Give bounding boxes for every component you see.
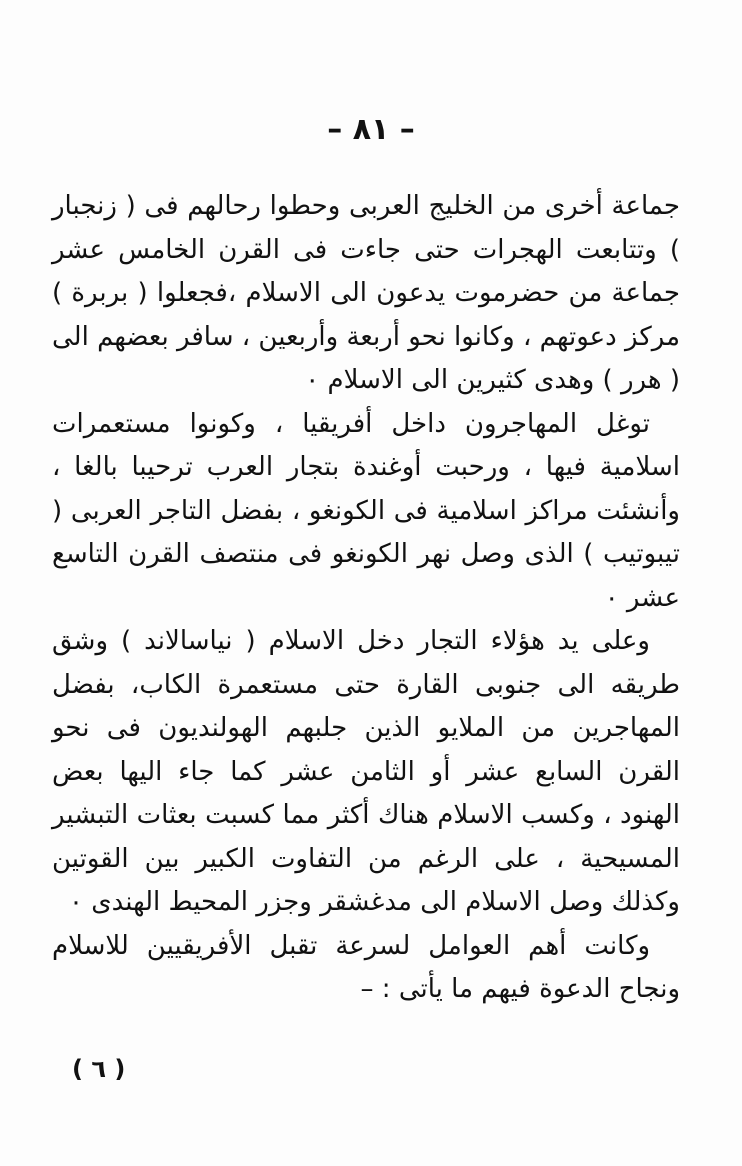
paragraph-1: جماعة أخرى من الخليج العربى وحطوا رحالهم فى ( زنجبار ) وتتابعت الهجرات حتى جاءت فى القرن الخامس عشر جماعة من حضرموت يدعون الى الاسلام ،فجعلوا ( بربرة ) مركز دعوتهم ، وكانوا نحو أربعة وأربعين ، سافر بعضهم الى ( هرر ) وهدى كثيرين الى الاسلام ٠ [52,191,680,395]
paragraph-2: توغل المهاجرون داخل أفريقيا ، وكونوا مستعمرات اسلامية فيها ، ورحبت أوغندة بتجار العرب ترحيبا بالغا ، وأنشئت مراكز اسلامية فى الكونغو ، بفضل التاجر العربى ( تيبوتيب ) الذى وصل نهر الكونغو فى منتصف القرن التاسع عشر ٠ [52,408,680,613]
paragraph-4: وكانت أهم العوامل لسرعة تقبل الأفريقيين للاسلام ونجاح الدعوة فيهم ما يأتى : – [52,930,680,1004]
signature-mark: ( ٦ ) [72,1055,126,1083]
page-number: – ٨١ – [327,112,415,147]
body-text [52,185,680,1012]
paragraph-3: وعلى يد هؤلاء التجار دخل الاسلام ( نياسالاند ) وشق طريقه الى جنوبى القارة حتى مستعمرة الكاب، بفضل المهاجرين من الملايو الذين جلبهم الهولنديون فى نحو القرن السابع عشر أو الثامن عشر كما جاء اليها بعض الهنود ، وكسب الاسلام هناك أكثر مما كسبت بعثات التبشير المسيحية ، على الرغم من التفاوت الكبير بين القوتين وكذلك وصل الاسلام الى مدغشقر وجزر المحيط الهندى ٠ [52,626,680,917]
